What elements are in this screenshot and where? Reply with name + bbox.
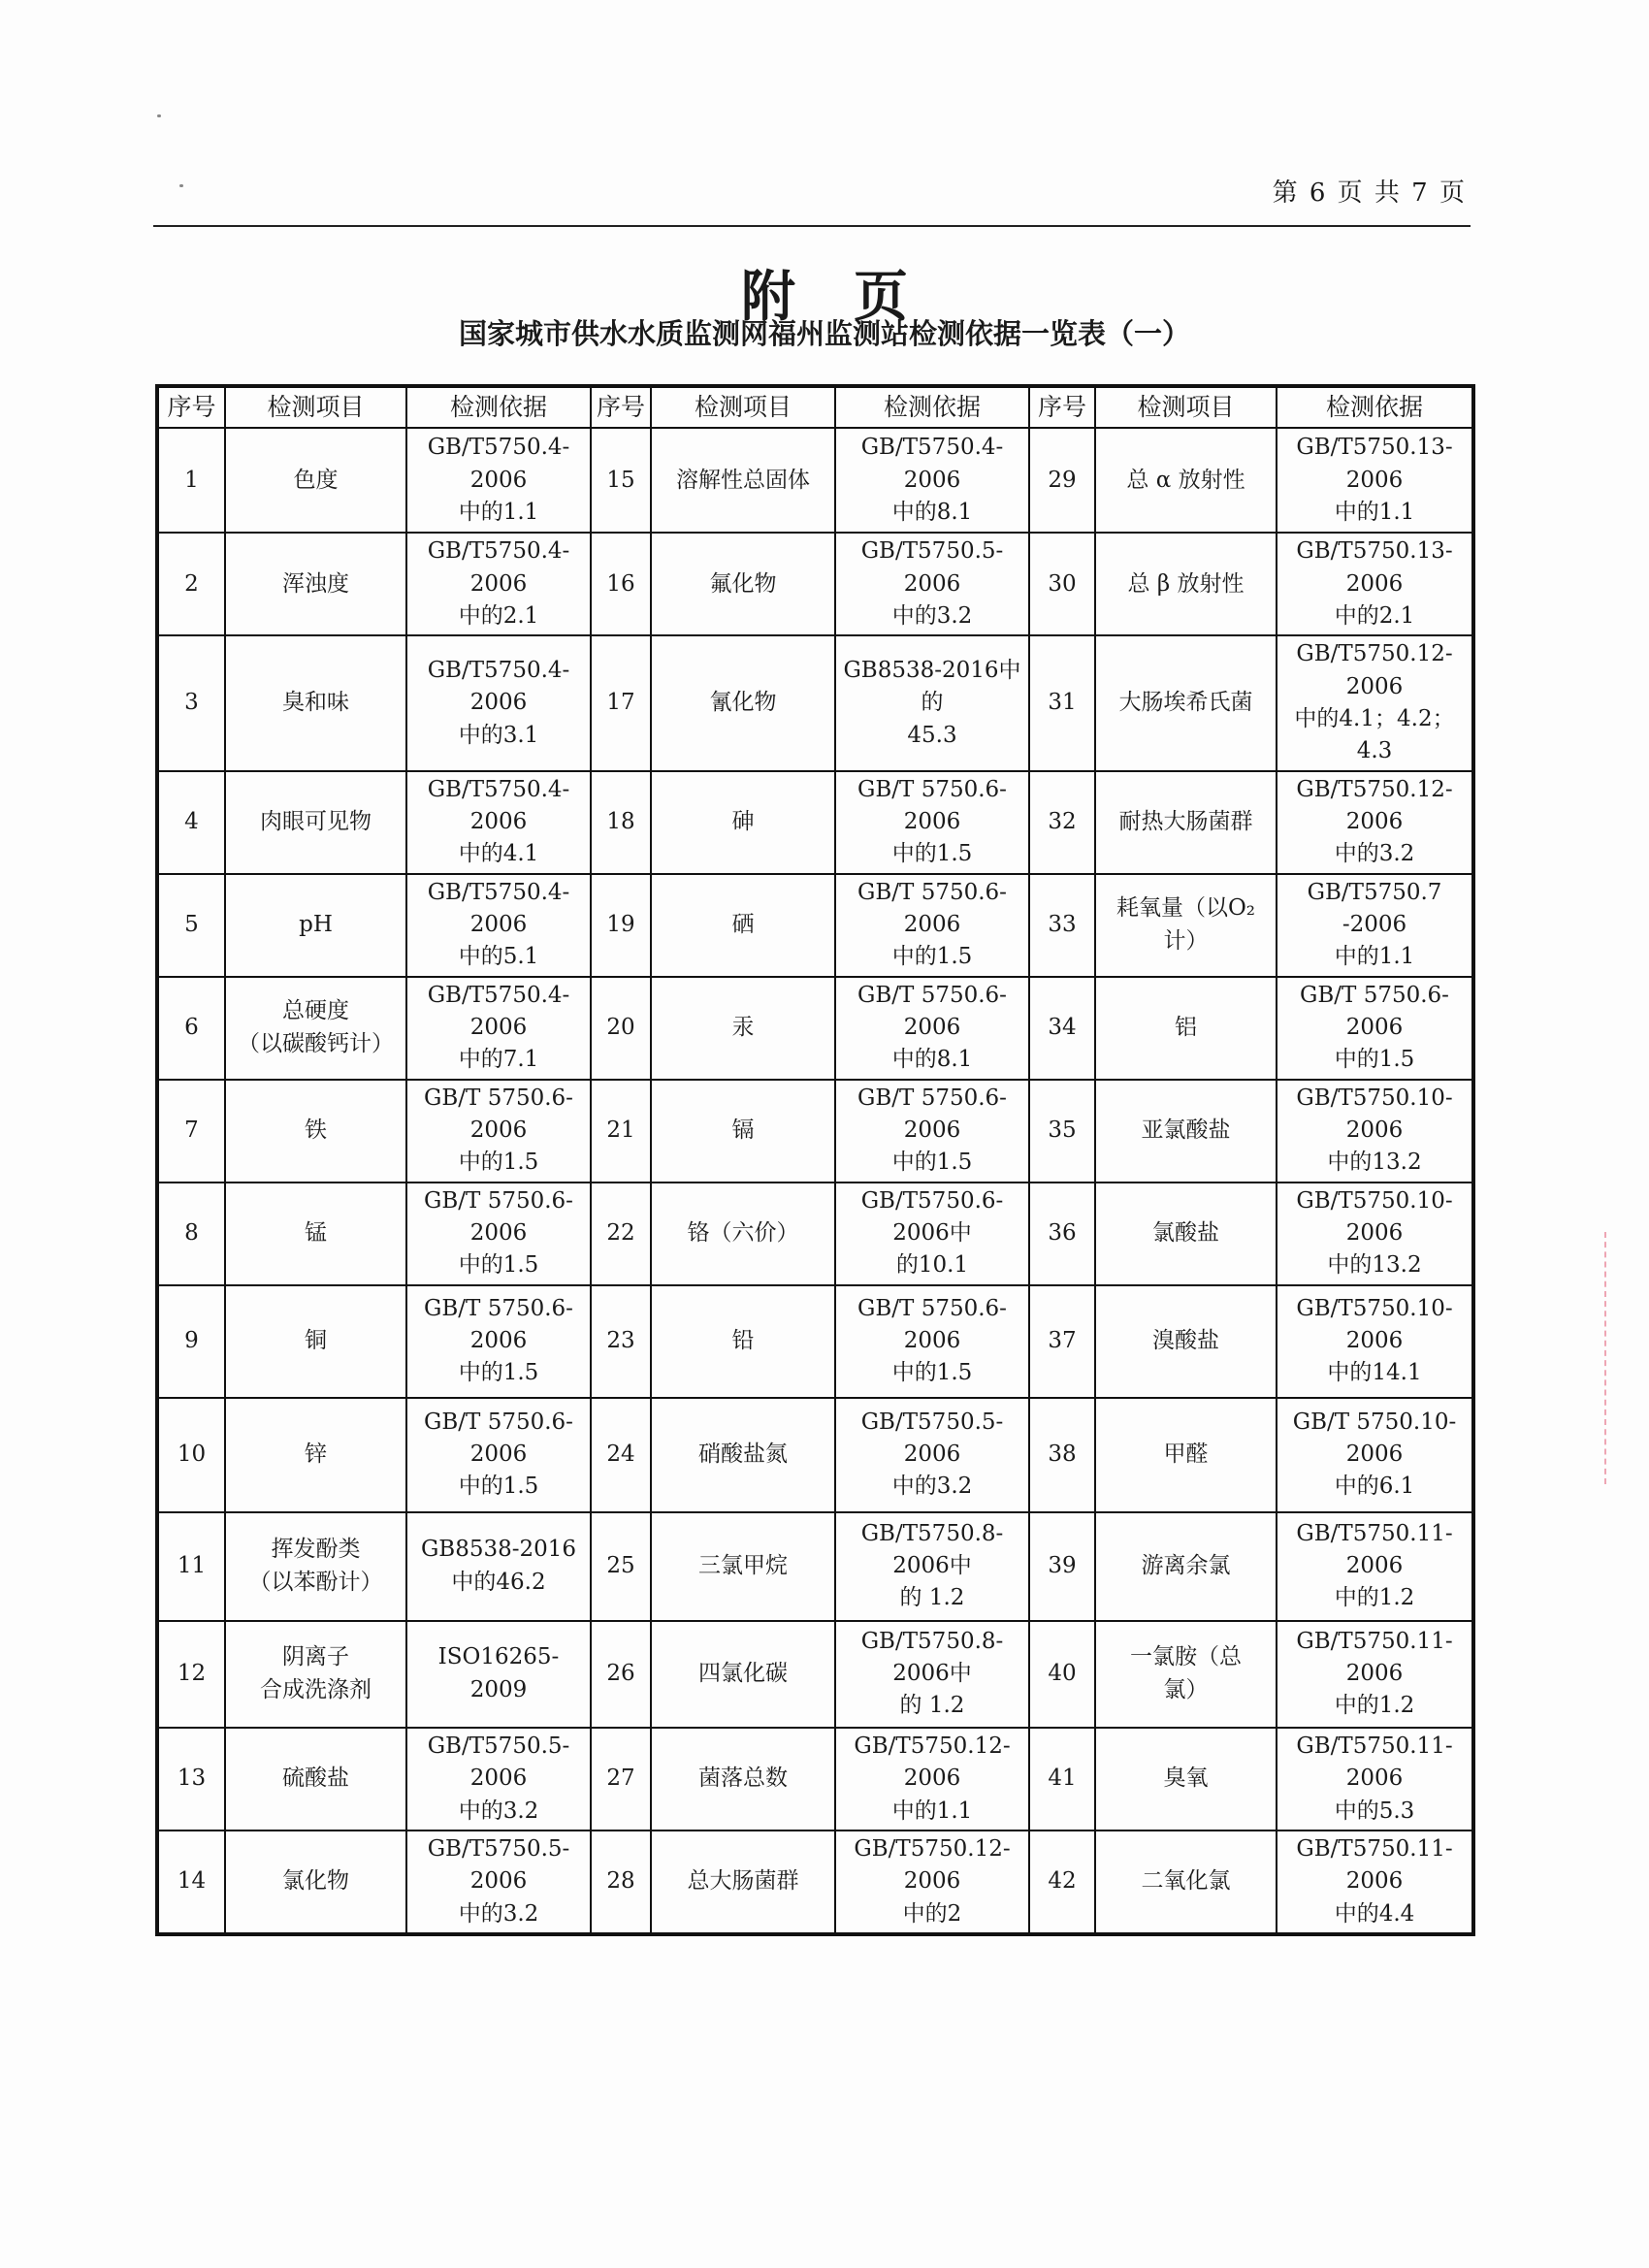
test-basis: GB/T5750.10-2006 中的13.2 <box>1277 1183 1473 1285</box>
test-basis: ISO16265-2009 <box>406 1621 591 1728</box>
row-number: 12 <box>157 1621 225 1728</box>
test-item: 汞 <box>651 977 835 1080</box>
row-number: 17 <box>591 635 651 770</box>
test-basis: GB/T5750.13-2006 中的2.1 <box>1277 533 1473 635</box>
test-basis: GB/T5750.12-2006 中的1.1 <box>835 1728 1029 1831</box>
test-item: 菌落总数 <box>651 1728 835 1831</box>
row-number: 8 <box>157 1183 225 1285</box>
test-item: 阴离子 合成洗涤剂 <box>225 1621 406 1728</box>
row-number: 21 <box>591 1080 651 1183</box>
test-item: 锰 <box>225 1183 406 1285</box>
test-basis: GB/T5750.5-2006 中的3.2 <box>835 1398 1029 1512</box>
test-basis: GB/T 5750.6-2006 中的1.5 <box>406 1183 591 1285</box>
table-row <box>157 1728 1473 1831</box>
test-basis: GB/T5750.4-2006 中的3.1 <box>406 635 591 770</box>
test-basis: GB/T5750.11-2006 中的1.2 <box>1277 1621 1473 1728</box>
test-basis: GB/T5750.4-2006 中的8.1 <box>835 428 1029 533</box>
row-number: 23 <box>591 1285 651 1398</box>
test-basis: GB/T5750.10-2006 中的13.2 <box>1277 1080 1473 1183</box>
page-title: 附页 <box>741 265 966 329</box>
test-item: 一氯胺（总 氯） <box>1095 1621 1277 1728</box>
row-number: 29 <box>1029 428 1095 533</box>
test-item: pH <box>225 874 406 977</box>
test-basis: GB/T 5750.6-2006 中的1.5 <box>835 1080 1029 1183</box>
test-basis: GB/T5750.13-2006 中的1.1 <box>1277 428 1473 533</box>
row-number: 30 <box>1029 533 1095 635</box>
table-row <box>157 1512 1473 1621</box>
test-item: 氰化物 <box>651 635 835 770</box>
test-basis: GB/T5750.5-2006 中的3.2 <box>406 1831 591 1934</box>
test-item: 大肠埃希氏菌 <box>1095 635 1277 770</box>
row-number: 36 <box>1029 1183 1095 1285</box>
table-row <box>157 1621 1473 1728</box>
seal-stamp <box>1604 1232 1649 1484</box>
test-basis: GB/T 5750.6-2006 中的1.5 <box>835 1285 1029 1398</box>
test-basis: GB/T 5750.6-2006 中的1.5 <box>406 1398 591 1512</box>
test-item: 臭氧 <box>1095 1728 1277 1831</box>
test-item: 镉 <box>651 1080 835 1183</box>
test-basis: GB/T5750.7 -2006 中的1.1 <box>1277 874 1473 977</box>
row-number: 31 <box>1029 635 1095 770</box>
row-number: 20 <box>591 977 651 1080</box>
row-number: 18 <box>591 771 651 874</box>
test-item: 总 β 放射性 <box>1095 533 1277 635</box>
row-number: 13 <box>157 1728 225 1831</box>
page-indicator: 第 6 页 共 7 页 <box>1272 178 1467 208</box>
row-number: 26 <box>591 1621 651 1728</box>
row-number: 28 <box>591 1831 651 1934</box>
table-row <box>157 533 1473 635</box>
row-number: 2 <box>157 533 225 635</box>
testing-basis-table <box>155 384 1475 1936</box>
test-basis: GB/T5750.6-2006中 的10.1 <box>835 1183 1029 1285</box>
test-basis: GB/T5750.11-2006 中的5.3 <box>1277 1728 1473 1831</box>
header-no: 序号 <box>591 386 651 428</box>
table-row <box>157 635 1473 770</box>
test-basis: GB/T5750.5-2006 中的3.2 <box>835 533 1029 635</box>
test-item: 耐热大肠菌群 <box>1095 771 1277 874</box>
test-basis: GB/T5750.10-2006 中的14.1 <box>1277 1285 1473 1398</box>
test-item: 氯化物 <box>225 1831 406 1934</box>
row-number: 10 <box>157 1398 225 1512</box>
header-divider <box>153 225 1471 227</box>
row-number: 34 <box>1029 977 1095 1080</box>
test-basis: GB/T5750.4-2006 中的5.1 <box>406 874 591 977</box>
test-basis: GB/T 5750.6-2006 中的1.5 <box>406 1285 591 1398</box>
test-basis: GB/T 5750.6-2006 中的1.5 <box>1277 977 1473 1080</box>
header-item: 检测项目 <box>225 386 406 428</box>
test-item: 溴酸盐 <box>1095 1285 1277 1398</box>
header-basis: 检测依据 <box>406 386 591 428</box>
test-item: 铜 <box>225 1285 406 1398</box>
test-item: 挥发酚类 （以苯酚计） <box>225 1512 406 1621</box>
row-number: 27 <box>591 1728 651 1831</box>
test-item: 耗氧量（以O₂ 计） <box>1095 874 1277 977</box>
test-basis: GB8538-2016中的 45.3 <box>835 635 1029 770</box>
table-row <box>157 1183 1473 1285</box>
test-basis: GB/T 5750.6-2006 中的8.1 <box>835 977 1029 1080</box>
test-item: 铬（六价） <box>651 1183 835 1285</box>
header-no: 序号 <box>1029 386 1095 428</box>
row-number: 3 <box>157 635 225 770</box>
test-basis: GB/T 5750.6-2006 中的1.5 <box>835 874 1029 977</box>
test-item: 总大肠菌群 <box>651 1831 835 1934</box>
test-item: 臭和味 <box>225 635 406 770</box>
test-basis: GB/T5750.4-2006 中的7.1 <box>406 977 591 1080</box>
test-item: 亚氯酸盐 <box>1095 1080 1277 1183</box>
row-number: 35 <box>1029 1080 1095 1183</box>
table-row <box>157 771 1473 874</box>
test-item: 二氧化氯 <box>1095 1831 1277 1934</box>
test-item: 溶解性总固体 <box>651 428 835 533</box>
table-row <box>157 1831 1473 1934</box>
test-basis: GB/T5750.11-2006 中的1.2 <box>1277 1512 1473 1621</box>
test-basis: GB/T5750.12-2006 中的3.2 <box>1277 771 1473 874</box>
test-basis: GB/T5750.11-2006 中的4.4 <box>1277 1831 1473 1934</box>
test-basis: GB8538-2016 中的46.2 <box>406 1512 591 1621</box>
row-number: 5 <box>157 874 225 977</box>
header-basis: 检测依据 <box>835 386 1029 428</box>
test-item: 硝酸盐氮 <box>651 1398 835 1512</box>
row-number: 4 <box>157 771 225 874</box>
test-item: 游离余氯 <box>1095 1512 1277 1621</box>
row-number: 16 <box>591 533 651 635</box>
row-number: 15 <box>591 428 651 533</box>
table-row <box>157 977 1473 1080</box>
row-number: 11 <box>157 1512 225 1621</box>
row-number: 14 <box>157 1831 225 1934</box>
row-number: 37 <box>1029 1285 1095 1398</box>
test-basis: GB/T5750.4-2006 中的1.1 <box>406 428 591 533</box>
row-number: 33 <box>1029 874 1095 977</box>
test-item: 铝 <box>1095 977 1277 1080</box>
row-number: 32 <box>1029 771 1095 874</box>
row-number: 42 <box>1029 1831 1095 1934</box>
row-number: 41 <box>1029 1728 1095 1831</box>
table-row <box>157 1285 1473 1398</box>
test-item: 铅 <box>651 1285 835 1398</box>
table-body <box>157 428 1473 1934</box>
test-item: 硒 <box>651 874 835 977</box>
row-number: 25 <box>591 1512 651 1621</box>
test-item: 色度 <box>225 428 406 533</box>
test-item: 四氯化碳 <box>651 1621 835 1728</box>
scan-speck <box>179 184 183 187</box>
test-basis: GB/T 5750.10-2006 中的6.1 <box>1277 1398 1473 1512</box>
row-number: 7 <box>157 1080 225 1183</box>
row-number: 39 <box>1029 1512 1095 1621</box>
test-item: 总硬度 （以碳酸钙计） <box>225 977 406 1080</box>
test-basis: GB/T5750.8-2006中 的 1.2 <box>835 1512 1029 1621</box>
header-basis: 检测依据 <box>1277 386 1473 428</box>
table-row <box>157 1080 1473 1183</box>
row-number: 1 <box>157 428 225 533</box>
header-item: 检测项目 <box>651 386 835 428</box>
test-item: 硫酸盐 <box>225 1728 406 1831</box>
test-item: 三氯甲烷 <box>651 1512 835 1621</box>
test-item: 锌 <box>225 1398 406 1512</box>
test-item: 总 α 放射性 <box>1095 428 1277 533</box>
table-row <box>157 1398 1473 1512</box>
test-item: 砷 <box>651 771 835 874</box>
test-item: 浑浊度 <box>225 533 406 635</box>
row-number: 6 <box>157 977 225 1080</box>
row-number: 24 <box>591 1398 651 1512</box>
table-row <box>157 428 1473 533</box>
test-item: 甲醛 <box>1095 1398 1277 1512</box>
row-number: 40 <box>1029 1621 1095 1728</box>
test-item: 肉眼可见物 <box>225 771 406 874</box>
test-basis: GB/T5750.8-2006中 的 1.2 <box>835 1621 1029 1728</box>
test-basis: GB/T 5750.6-2006 中的1.5 <box>835 771 1029 874</box>
test-basis: GB/T5750.4-2006 中的2.1 <box>406 533 591 635</box>
test-item: 铁 <box>225 1080 406 1183</box>
scan-speck <box>157 114 161 117</box>
test-basis: GB/T5750.12-2006 中的4.1；4.2；4.3 <box>1277 635 1473 770</box>
table-row <box>157 874 1473 977</box>
table-subtitle: 国家城市供水水质监测网福州监测站检测依据一览表（一） <box>458 317 1190 350</box>
header-item: 检测项目 <box>1095 386 1277 428</box>
header-no: 序号 <box>157 386 225 428</box>
test-item: 氯酸盐 <box>1095 1183 1277 1285</box>
test-item: 氟化物 <box>651 533 835 635</box>
test-basis: GB/T5750.4-2006 中的4.1 <box>406 771 591 874</box>
row-number: 9 <box>157 1285 225 1398</box>
test-basis: GB/T5750.5-2006 中的3.2 <box>406 1728 591 1831</box>
table-header-row <box>157 386 1473 428</box>
test-basis: GB/T 5750.6-2006 中的1.5 <box>406 1080 591 1183</box>
row-number: 19 <box>591 874 651 977</box>
test-basis: GB/T5750.12-2006 中的2 <box>835 1831 1029 1934</box>
row-number: 22 <box>591 1183 651 1285</box>
row-number: 38 <box>1029 1398 1095 1512</box>
